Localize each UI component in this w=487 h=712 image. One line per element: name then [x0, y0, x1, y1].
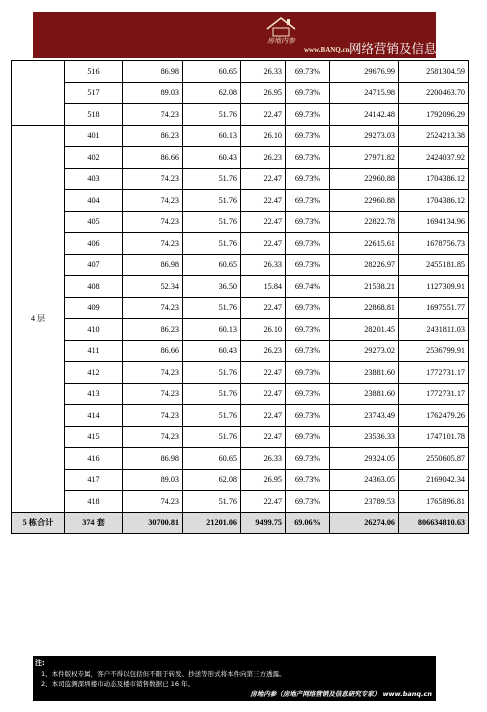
table-cell: 74.23 [123, 362, 183, 384]
table-cell: 60.13 [183, 319, 241, 341]
table-cell: 413 [65, 383, 123, 405]
table-cell: 1678756.73 [399, 233, 469, 255]
table-cell: 411 [65, 340, 123, 362]
total-cell: 26274.06 [330, 512, 399, 534]
table-row [12, 491, 469, 513]
table-cell: 89.03 [123, 82, 183, 104]
table-row [12, 340, 469, 362]
table-cell: 23536.33 [330, 426, 399, 448]
table-cell: 51.76 [183, 491, 241, 513]
total-cell: 69.06% [286, 512, 330, 534]
table-cell: 26.95 [241, 82, 286, 104]
table-cell: 60.13 [183, 125, 241, 147]
table-cell: 22.47 [241, 168, 286, 190]
table-cell: 29676.99 [330, 61, 399, 83]
table-cell: 74.23 [123, 491, 183, 513]
table-row [12, 469, 469, 491]
table-cell: 51.76 [183, 190, 241, 212]
table-cell: 74.23 [123, 426, 183, 448]
table-cell: 406 [65, 233, 123, 255]
table-cell: 69.73% [286, 469, 330, 491]
table-row [12, 362, 469, 384]
table-cell: 69.73% [286, 104, 330, 126]
table-cell: 412 [65, 362, 123, 384]
notes-box [33, 656, 436, 701]
table-cell: 402 [65, 147, 123, 169]
table-cell: 60.65 [183, 448, 241, 470]
table-cell: 408 [65, 276, 123, 298]
table-cell: 15.84 [241, 276, 286, 298]
table-cell: 518 [65, 104, 123, 126]
table-cell: 27971.82 [330, 147, 399, 169]
total-cell: 374 套 [65, 512, 123, 534]
sales-table [11, 60, 469, 534]
table-cell: 86.23 [123, 125, 183, 147]
table-cell: 22.47 [241, 383, 286, 405]
table-cell: 74.23 [123, 190, 183, 212]
table-cell: 22.47 [241, 405, 286, 427]
table-cell: 1772731.17 [399, 383, 469, 405]
table-cell: 86.23 [123, 319, 183, 341]
table-row [12, 211, 469, 233]
note-line-1: 1、本件版权专属，客户不得以包括但不限于转发、抄送等形式将本件向第三方透露。 [41, 670, 286, 678]
table-cell: 74.23 [123, 168, 183, 190]
table-cell: 22.47 [241, 362, 286, 384]
table-cell: 22.47 [241, 491, 286, 513]
table-cell: 29273.03 [330, 125, 399, 147]
table-cell: 24363.05 [330, 469, 399, 491]
total-cell: 21201.06 [183, 512, 241, 534]
table-cell: 2581304.59 [399, 61, 469, 83]
table-cell: 74.23 [123, 233, 183, 255]
table-cell: 22.47 [241, 211, 286, 233]
table-cell: 51.76 [183, 383, 241, 405]
table-cell: 22.47 [241, 104, 286, 126]
table-cell: 28226.97 [330, 254, 399, 276]
table-cell: 69.74% [286, 276, 330, 298]
table-cell: 51.76 [183, 211, 241, 233]
table-cell: 86.98 [123, 61, 183, 83]
total-cell: 5 栋合计 [12, 512, 65, 534]
table-cell: 29324.05 [330, 448, 399, 470]
table-row [12, 297, 469, 319]
table-cell: 404 [65, 190, 123, 212]
table-cell: 2200463.70 [399, 82, 469, 104]
table-row [12, 405, 469, 427]
table-cell: 89.03 [123, 469, 183, 491]
table-cell: 86.66 [123, 340, 183, 362]
table-cell: 69.73% [286, 233, 330, 255]
table-row [12, 383, 469, 405]
table-cell: 69.73% [286, 254, 330, 276]
table-cell: 69.73% [286, 61, 330, 83]
table-cell: 22960.88 [330, 190, 399, 212]
table-cell: 407 [65, 254, 123, 276]
total-cell: 806634810.63 [399, 512, 469, 534]
table-row [12, 448, 469, 470]
table-cell: 1747101.78 [399, 426, 469, 448]
table-cell: 51.76 [183, 362, 241, 384]
table-cell: 26.95 [241, 469, 286, 491]
header-banner [33, 12, 487, 58]
table-cell: 415 [65, 426, 123, 448]
table-row [12, 61, 469, 83]
table-cell: 23881.60 [330, 383, 399, 405]
table-cell: 516 [65, 61, 123, 83]
table-cell: 86.66 [123, 147, 183, 169]
table-cell: 60.43 [183, 147, 241, 169]
notes-label: 注: [35, 659, 45, 667]
table-cell: 28201.45 [330, 319, 399, 341]
table-cell: 22615.61 [330, 233, 399, 255]
table-cell: 29273.02 [330, 340, 399, 362]
table-cell: 62.08 [183, 469, 241, 491]
table-cell: 1765896.81 [399, 491, 469, 513]
table-cell: 405 [65, 211, 123, 233]
table-cell: 69.73% [286, 147, 330, 169]
table-row [12, 233, 469, 255]
table-cell: 417 [65, 469, 123, 491]
table-cell: 69.73% [286, 426, 330, 448]
table-cell: 517 [65, 82, 123, 104]
table-cell: 1704386.12 [399, 190, 469, 212]
table-cell: 26.23 [241, 147, 286, 169]
table-cell: 22.47 [241, 297, 286, 319]
table-cell: 69.73% [286, 383, 330, 405]
table-cell: 60.65 [183, 254, 241, 276]
table-row [12, 82, 469, 104]
table-cell: 69.73% [286, 168, 330, 190]
table-cell: 69.73% [286, 319, 330, 341]
table-cell: 69.73% [286, 340, 330, 362]
brand-name: 房地内参 [267, 37, 295, 45]
table-cell: 69.73% [286, 297, 330, 319]
table-cell: 51.76 [183, 297, 241, 319]
table-cell: 26.10 [241, 319, 286, 341]
table-cell: 24142.48 [330, 104, 399, 126]
total-cell: 9499.75 [241, 512, 286, 534]
table-cell: 26.33 [241, 61, 286, 83]
table-cell: 86.98 [123, 254, 183, 276]
table-cell: 26.33 [241, 254, 286, 276]
table-cell: 52.34 [123, 276, 183, 298]
table-cell: 51.76 [183, 233, 241, 255]
table-cell: 69.73% [286, 82, 330, 104]
table-cell: 418 [65, 491, 123, 513]
table-cell: 22960.88 [330, 168, 399, 190]
table-cell: 23789.53 [330, 491, 399, 513]
table-row [12, 125, 469, 147]
table-cell: 74.23 [123, 383, 183, 405]
table-cell: 2424037.92 [399, 147, 469, 169]
table-row [12, 104, 469, 126]
footer-brand: 房地内参（房地产网络营销及信息研究专家） www.banq.cn [250, 690, 432, 698]
table-cell: 2550605.87 [399, 448, 469, 470]
table-cell: 23881.60 [330, 362, 399, 384]
table-cell: 403 [65, 168, 123, 190]
table-cell: 23743.49 [330, 405, 399, 427]
total-row [12, 512, 469, 534]
page-number: 14 [425, 657, 434, 667]
table-cell: 21538.21 [330, 276, 399, 298]
table-cell: 69.73% [286, 491, 330, 513]
note-line-2: 2、本司监测深圳楼市动态及楼市销售数据已 16 年。 [41, 680, 195, 688]
floor-label-4: 4 层 [12, 125, 65, 512]
table-cell: 409 [65, 297, 123, 319]
table-cell: 69.73% [286, 405, 330, 427]
table-cell: 51.76 [183, 104, 241, 126]
table-cell: 22822.78 [330, 211, 399, 233]
floor-cell-5 [12, 61, 65, 126]
table-cell: 22.47 [241, 190, 286, 212]
table-cell: 69.73% [286, 362, 330, 384]
table-cell: 60.65 [183, 61, 241, 83]
table-cell: 401 [65, 125, 123, 147]
table-cell: 22.47 [241, 233, 286, 255]
brand-url: www.BANQ.cn [304, 46, 350, 54]
table-cell: 36.50 [183, 276, 241, 298]
table-cell: 24715.98 [330, 82, 399, 104]
table-row [12, 190, 469, 212]
table-row [12, 276, 469, 298]
table-cell: 1694134.96 [399, 211, 469, 233]
total-cell: 30700.81 [123, 512, 183, 534]
table-cell: 2524213.38 [399, 125, 469, 147]
table-cell: 2455181.85 [399, 254, 469, 276]
table-cell: 86.98 [123, 448, 183, 470]
table-cell: 22.47 [241, 426, 286, 448]
table-row [12, 319, 469, 341]
table-cell: 69.73% [286, 190, 330, 212]
table-cell: 410 [65, 319, 123, 341]
table-cell: 2431811.03 [399, 319, 469, 341]
table-cell: 74.23 [123, 211, 183, 233]
table-cell: 26.33 [241, 448, 286, 470]
table-cell: 51.76 [183, 168, 241, 190]
table-cell: 1127309.91 [399, 276, 469, 298]
table-cell: 51.76 [183, 426, 241, 448]
house-logo-icon [261, 15, 301, 37]
table-row [12, 168, 469, 190]
table-cell: 2536799.91 [399, 340, 469, 362]
table-cell: 69.73% [286, 211, 330, 233]
table-cell: 416 [65, 448, 123, 470]
table-cell: 74.23 [123, 405, 183, 427]
table-cell: 62.08 [183, 82, 241, 104]
table-cell: 2169042.34 [399, 469, 469, 491]
table-cell: 26.10 [241, 125, 286, 147]
table-cell: 414 [65, 405, 123, 427]
table-cell: 51.76 [183, 405, 241, 427]
table-cell: 1792096.29 [399, 104, 469, 126]
table-cell: 69.73% [286, 448, 330, 470]
table-row [12, 147, 469, 169]
table-cell: 69.73% [286, 125, 330, 147]
table-cell: 74.23 [123, 104, 183, 126]
table-cell: 1762479.26 [399, 405, 469, 427]
table-cell: 22868.81 [330, 297, 399, 319]
table-cell: 74.23 [123, 297, 183, 319]
table-cell: 60.43 [183, 340, 241, 362]
table-cell: 1772731.17 [399, 362, 469, 384]
table-row [12, 426, 469, 448]
table-cell: 26.23 [241, 340, 286, 362]
table-cell: 1704386.12 [399, 168, 469, 190]
table-cell: 1697551.77 [399, 297, 469, 319]
table-row [12, 254, 469, 276]
banner-title: 网络营销及信息研究专家 [349, 41, 487, 56]
